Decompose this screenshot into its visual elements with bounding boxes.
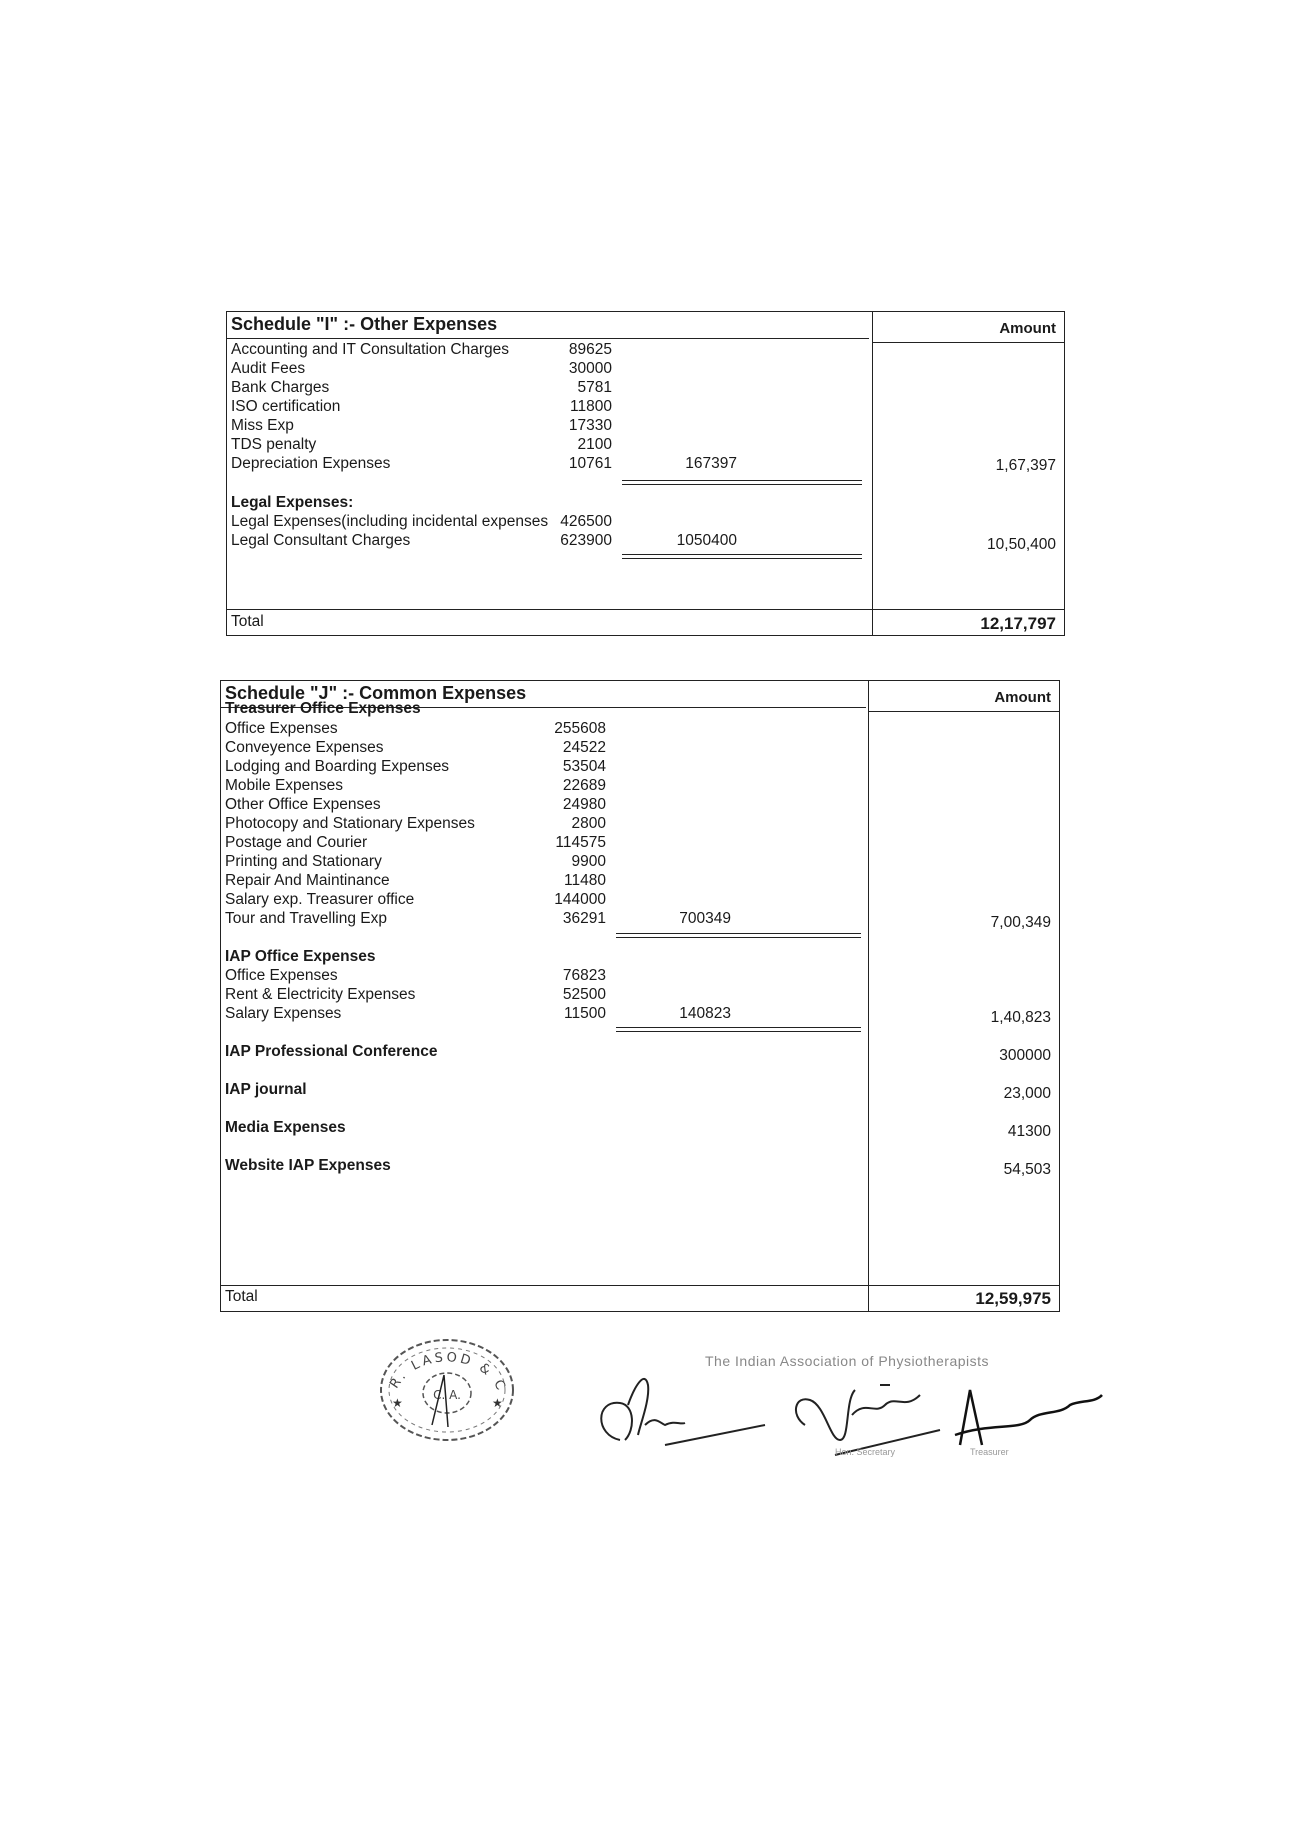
table-row	[227, 532, 1064, 554]
amount-header: Amount	[999, 320, 1056, 337]
row-label: ISO certification	[231, 398, 341, 415]
row-label: Postage and Courier	[225, 834, 368, 851]
total-value: 12,17,797	[980, 614, 1056, 633]
total-divider	[227, 609, 1064, 610]
subtotal-value: 1050400	[676, 532, 737, 549]
section-heading: Legal Expenses:	[231, 494, 354, 511]
row-value: 426500	[560, 513, 612, 530]
row-label: Rent & Electricity Expenses	[225, 986, 416, 1003]
subtotal-value: 140823	[679, 1005, 731, 1022]
row-value: 89625	[568, 341, 612, 358]
row-value: 255608	[554, 720, 606, 737]
total-label: Total	[231, 613, 264, 630]
row-value: 17330	[568, 417, 612, 434]
row-value: 52500	[562, 986, 606, 1003]
row-value: 144000	[554, 891, 606, 908]
treasurer-caption: Treasurer	[970, 1447, 1009, 1457]
row-label: Office Expenses	[225, 720, 338, 737]
row-value: 2800	[571, 815, 606, 832]
row-value: 114575	[555, 834, 606, 851]
row-label: Conveyence Expenses	[225, 739, 384, 756]
schedule-i-table	[226, 311, 1065, 636]
row-label: Accounting and IT Consultation Charges	[231, 341, 510, 358]
row-label: Legal Expenses(including incidental expenses	[231, 513, 549, 530]
row-value: 9900	[571, 853, 606, 870]
organization-name: The Indian Association of Physiotherapists	[705, 1353, 990, 1369]
row-value: 76823	[562, 967, 606, 984]
signature-block	[590, 1345, 1110, 1465]
single-item-row	[221, 1119, 1059, 1141]
row-value: 11480	[564, 872, 606, 889]
row-label: Repair And Maintinance	[225, 872, 390, 889]
hon-secretary-caption: Hon. Secretary	[835, 1447, 896, 1457]
svg-text:R. LASOD & CO.: R. LASOD & C	[387, 1350, 510, 1396]
table-row	[221, 1005, 1059, 1027]
row-label: Printing and Stationary	[225, 853, 382, 870]
amount-value: 300000	[999, 1047, 1051, 1064]
total-value: 12,59,975	[975, 1289, 1051, 1308]
table-row	[221, 910, 1059, 932]
row-value: 11500	[564, 1005, 606, 1022]
table-row	[227, 455, 1064, 477]
amount-header: Amount	[994, 689, 1051, 706]
total-divider	[221, 1285, 1059, 1286]
section-heading: IAP Office Expenses	[225, 948, 376, 965]
svg-text:C. A.: C. A.	[433, 1388, 461, 1402]
total-label: Total	[225, 1288, 258, 1305]
schedule-i-title: Schedule "I" :- Other Expenses	[231, 314, 498, 334]
svg-text:★: ★	[392, 1396, 403, 1410]
double-underline	[622, 480, 862, 485]
row-value: 24522	[562, 739, 606, 756]
row-label: Tour and Travelling Exp	[225, 910, 387, 927]
section-heading: IAP journal	[225, 1081, 307, 1098]
double-underline	[616, 933, 861, 938]
schedule-j-table	[220, 680, 1060, 1312]
double-underline	[622, 554, 862, 559]
row-value: 53504	[562, 758, 606, 775]
row-label: Salary Expenses	[225, 1005, 342, 1022]
row-label: Photocopy and Stationary Expenses	[225, 815, 475, 832]
subtotal-value: 700349	[679, 910, 731, 927]
section-heading-row	[221, 700, 1059, 722]
row-label: Other Office Expenses	[225, 796, 381, 813]
section-heading: IAP Professional Conference	[225, 1043, 438, 1060]
row-value: 24980	[562, 796, 606, 813]
schedule-j-title: Schedule "J" :- Common Expenses	[225, 683, 527, 703]
amount-value: 1,67,397	[995, 457, 1056, 474]
section-heading: Website IAP Expenses	[225, 1157, 391, 1174]
row-label: Office Expenses	[225, 967, 338, 984]
row-label: Legal Consultant Charges	[231, 532, 411, 549]
subtotal-value: 167397	[685, 455, 737, 472]
row-value: 30000	[568, 360, 612, 377]
row-value: 36291	[562, 910, 606, 927]
section-heading: Media Expenses	[225, 1119, 346, 1136]
amount-value: 7,00,349	[990, 914, 1051, 931]
amount-value: 10,50,400	[987, 536, 1056, 553]
auditor-stamp	[372, 1335, 522, 1445]
row-value: 5781	[577, 379, 612, 396]
section-heading: Treasurer Office Expenses	[225, 700, 421, 717]
row-value: 623900	[560, 532, 612, 549]
double-underline	[616, 1027, 861, 1032]
row-value: 22689	[562, 777, 606, 794]
header-divider	[227, 338, 869, 339]
row-label: Bank Charges	[231, 379, 330, 396]
single-item-row	[221, 1157, 1059, 1179]
row-label: Miss Exp	[231, 417, 294, 434]
single-item-row	[221, 1043, 1059, 1065]
row-label: Depreciation Expenses	[231, 455, 391, 472]
row-value: 11800	[570, 398, 612, 415]
row-value: 2100	[577, 436, 612, 453]
row-label: TDS penalty	[231, 436, 317, 453]
stamp-seal-icon	[372, 1335, 522, 1445]
row-label: Audit Fees	[231, 360, 306, 377]
amount-value: 41300	[1007, 1123, 1051, 1140]
row-label: Lodging and Boarding Expenses	[225, 758, 450, 775]
amount-value: 54,503	[1003, 1161, 1051, 1178]
svg-text:★: ★	[492, 1396, 503, 1410]
row-label: Salary exp. Treasurer office	[225, 891, 415, 908]
row-value: 10761	[568, 455, 612, 472]
amount-value: 1,40,823	[990, 1009, 1051, 1026]
amount-value: 23,000	[1003, 1085, 1051, 1102]
row-label: Mobile Expenses	[225, 777, 344, 794]
single-item-row	[221, 1081, 1059, 1103]
